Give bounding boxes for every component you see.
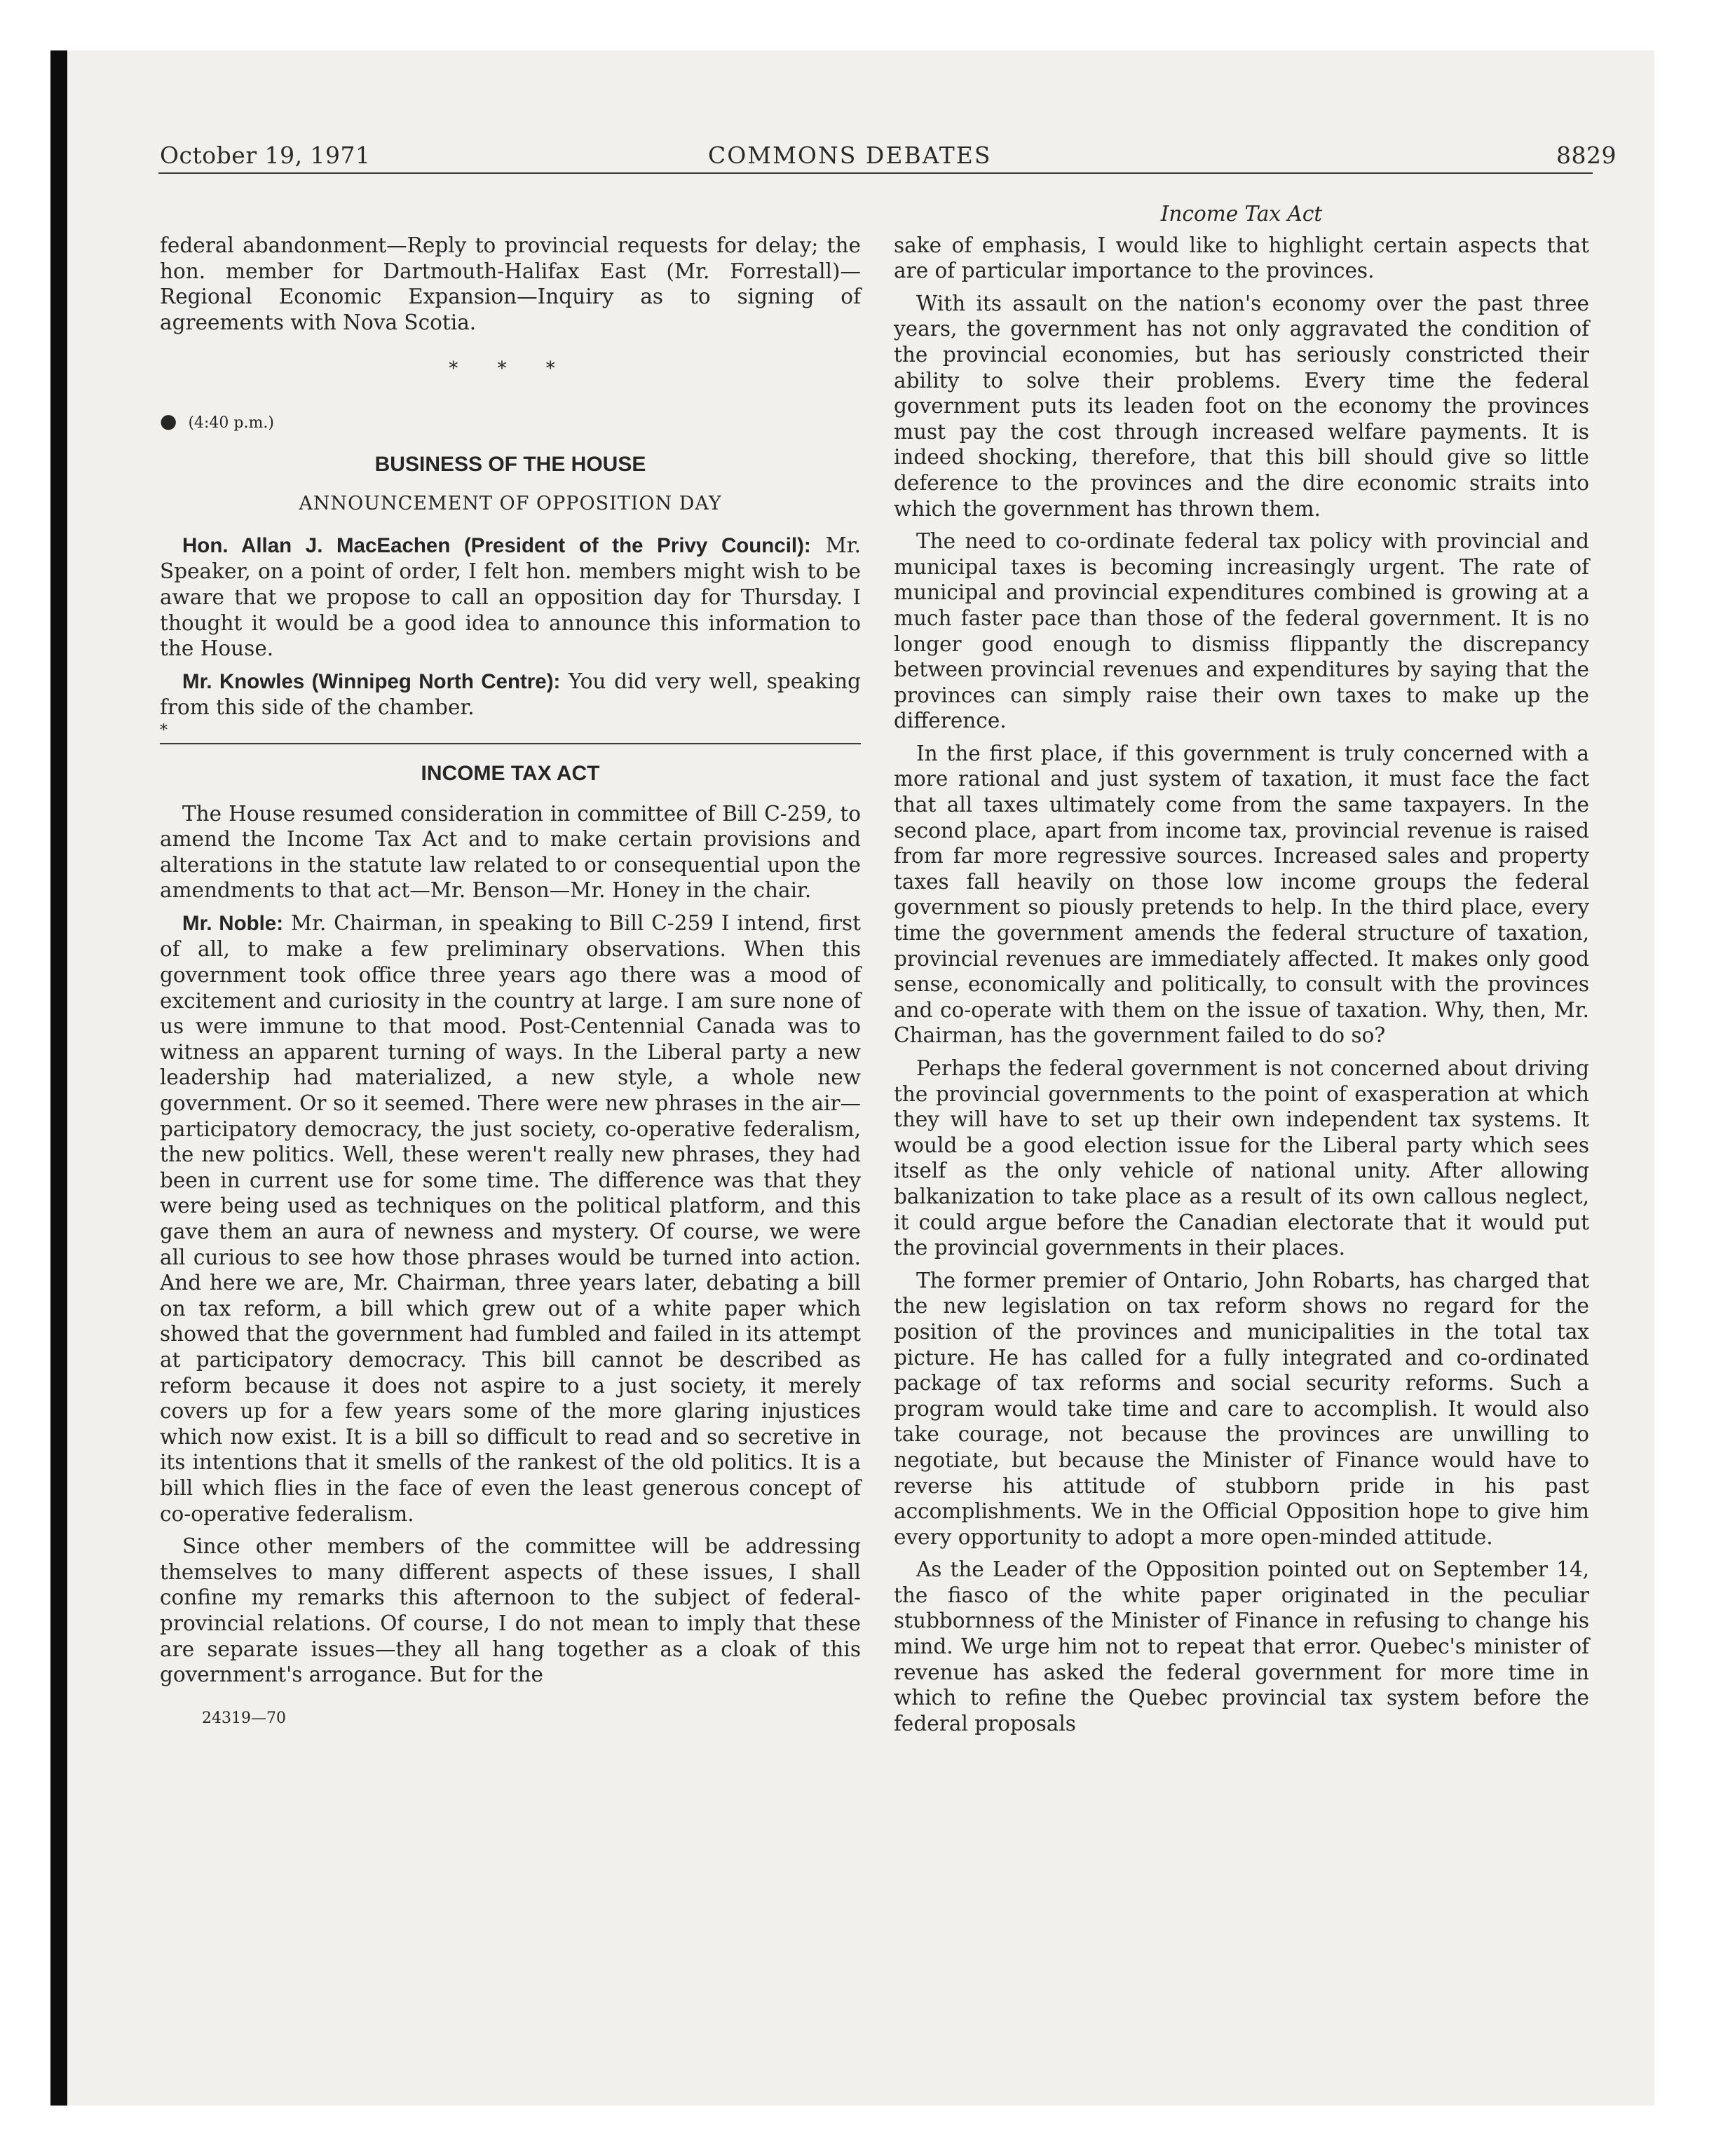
margin-marker: * (160, 721, 168, 739)
bullet-icon: ● (160, 409, 177, 432)
proceedings-paragraph: The House resumed consideration in committee of Bill C-259, to amend the Income Tax Act and to make certain provisions and alterations in the statute law related to or consequential upon the amendments to that act—Mr. Benson—Mr. Honey in the chair. (160, 801, 861, 903)
speaker-name: Mr. Knowles (Winnipeg North Centre): (182, 669, 561, 693)
folio-number: 24319—70 (202, 1709, 286, 1727)
subheading-opposition-day: ANNOUNCEMENT OF OPPOSITION DAY (299, 493, 722, 515)
speech-text: Mr. Speaker, on a point of order, I felt hon. members might wish to be aware that we propose to call an opposition day for Thursday. I thought it would be a good idea to announce this information to the House. (160, 533, 861, 661)
heading-income-tax-act: INCOME TAX ACT (421, 761, 600, 785)
timestamp (160, 409, 861, 437)
timestamp-text: (4:40 p.m.) (188, 414, 274, 432)
speech-paragraph (160, 533, 861, 662)
speech-paragraph: As the Leader of the Opposition pointed out on September 14, the fiasco of the white paper originated in the peculiar stubbornness of the Minister of Finance in refusing to change his mind. We urge him not to repeat that error. Quebec's minister of revenue has asked the federal government for more time in which to refine the Quebec provincial tax system before the federal proposals (894, 1557, 1589, 1735)
header-page-number: 8829 (1556, 142, 1617, 169)
header-rule (158, 172, 1593, 174)
header-title: COMMONS DEBATES (708, 142, 992, 169)
speech-paragraph: Since other members of the committee will be addressing themselves to many different aspects of these issues, I shall confine my remarks this afternoon to the subject of federal-provincial relations. Of course, I do not mean to imply that these are separate issues—they all hang together as a cloak of this government's arrogance. But for the (160, 1534, 861, 1687)
intro-paragraph: federal abandonment—Reply to provincial requests for delay; the hon. member for Dartmouth-Halifax East (Mr. Forrestall)—Regional Economic Expansion—Inquiry as to signing of agreements with Nova Scotia. (160, 233, 861, 334)
speech-paragraph: sake of emphasis, I would like to highlight certain aspects that are of particular importance to the provinces. (894, 233, 1589, 283)
speech-paragraph (160, 669, 861, 721)
speaker-name: Mr. Noble: (182, 911, 284, 935)
speech-text: Mr. Chairman, in speaking to Bill C-259 I intend, first of all, to make a few preliminary observations. When this government took office three years ago there was a mood of excitement and curiosity in the country at large. I am sure none of us were immune to that mood. Post-Centennial Canada was to witness an apparent turning of ways. In the Liberal party a new leadership had materialized, a new style, a whole new government. Or so it seemed. There were new phrases in the air—participatory democracy, the just society, co-operative federalism, the new politics. Well, these weren't really new phrases, they had been in current use for some time. The difference was that they were being used as techniques on the political platform, and this gave them an aura of newness and mystery. Of course, we were all curious to see how those phrases would be turned into action. And here we are, Mr. Chairman, three years later, debating a bill on tax reform, a bill which grew out of a white paper which showed that the government had fumbled and failed in its attempt at participatory democracy. This bill cannot be described as reform because it does not aspire to a just society, it merely covers up for a few years some of the more glaring injustices which now exist. It is a bill so difficult to read and so secretive in its intentions that it smells of the rankest of the old politics. It is a bill which flies in the face of even the least generous concept of co-operative federalism. (160, 910, 861, 1526)
right-column (894, 201, 1589, 1743)
speech-paragraph: The need to co-ordinate federal tax policy with provincial and municipal taxes is becoming increasingly urgent. The rate of municipal and provincial expenditures combined is growing at a much faster pace than those of the federal government. It is no longer good enough to dismiss flippantly the discrepancy between provincial revenues and expenditures by saying that the provinces can simply raise their own taxes to make up the difference. (894, 529, 1589, 733)
speech-paragraph: Perhaps the federal government is not concerned about driving the provincial governments to the point of exasperation at which they will have to set up their own independent tax systems. It would be a good election issue for the Liberal party which sees itself as the only vehicle of national unity. After allowing balkanization to take place as a result of its own callous neglect, it could argue before the Canadian electorate that it would put the provincial governments in their places. (894, 1056, 1589, 1260)
section-rule (160, 743, 861, 744)
speaker-name: Hon. Allan J. MacEachen (President of the Privy Council): (182, 533, 811, 557)
scan-binding-edge (50, 50, 67, 2106)
speech-text: You did very well, speaking from this side of the chamber. (160, 669, 862, 720)
speech-paragraph (160, 910, 861, 1527)
heading-business-of-the-house: BUSINESS OF THE HOUSE (374, 452, 646, 476)
header-date: October 19, 1971 (160, 142, 371, 169)
section-separator: * * * (449, 358, 572, 380)
speech-paragraph: With its assault on the nation's economy over the past three years, the government has not only aggravated the condition of the provincial economies, but has seriously constricted their ability to solve their problems. Every time the federal government puts its leaden foot on the economy the provinces must pay the cost through increased welfare payments. It is indeed shocking, therefore, that this bill should give so little deference to the provinces and the dire economic straits into which the government has thrown them. (894, 291, 1589, 521)
running-head: Income Tax Act (1160, 202, 1323, 226)
speech-paragraph: The former premier of Ontario, John Robarts, has charged that the new legislation on tax reform shows no regard for the position of the provinces and municipalities in the total tax picture. He has called for a fully integrated and co-ordinated package of tax reforms and social security reforms. Such a program would take time and care to accomplish. It would also take courage, not because the provinces are unwilling to negotiate, but because the Minister of Finance would have to reverse his attitude of stubborn pride in his past accomplishments. We in the Official Opposition hope to give him every opportunity to adopt a more open-minded attitude. (894, 1268, 1589, 1549)
speech-paragraph: In the first place, if this government is truly concerned with a more rational and just system of taxation, it must face the fact that all taxes ultimately come from the same taxpayers. In the second place, apart from income tax, provincial revenue is raised from far more regressive sources. Increased sales and property taxes fall heavily on those low income groups the federal government so piously pretends to help. In the third place, every time the government amends the federal structure of taxation, provincial revenues are immediately affected. It makes only good sense, economically and politically, to consult with the provinces and co-operate with them on the issue of taxation. Why, then, Mr. Chairman, has the government failed to do so? (894, 741, 1589, 1048)
left-column (160, 233, 861, 1731)
